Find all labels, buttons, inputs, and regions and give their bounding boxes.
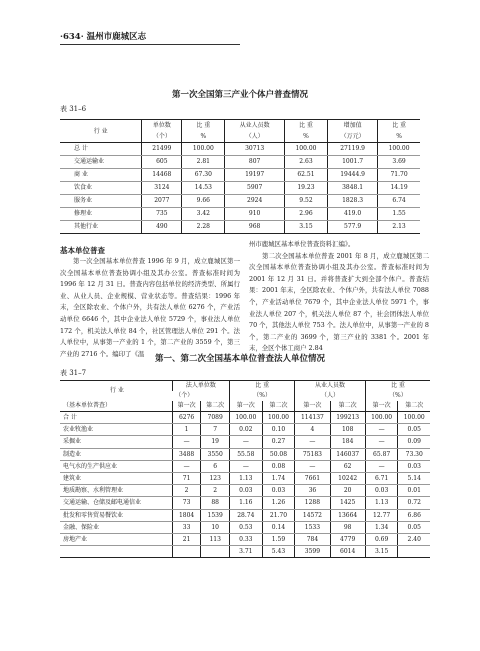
table1-cell: 14.53 (182, 182, 225, 195)
table2-cell: 2.40 (398, 534, 430, 546)
left-column (60, 256, 240, 360)
table2-cell: 1425 (330, 497, 365, 509)
table2-cell: 0.10 (262, 424, 295, 436)
table2-cell (172, 546, 201, 558)
table2 (60, 380, 430, 558)
table-row (60, 485, 430, 497)
table2-cell: 21 (172, 534, 201, 546)
table-row (60, 169, 420, 182)
table1-cell: 3.69 (378, 156, 420, 169)
table-row (60, 195, 420, 208)
table1-cell: 修理业 (60, 208, 142, 221)
table2-cell: 113 (201, 534, 230, 546)
table2-cell: 114137 (295, 412, 330, 424)
table2-cell (398, 546, 430, 558)
table2-cell: 1.59 (262, 534, 295, 546)
table2-header-unit: （个） (175, 392, 194, 399)
table1-header-text: 单位数 (152, 122, 171, 129)
table2-header-cell: 比 重 (229, 381, 294, 392)
table2-cell: 1.74 (262, 473, 295, 485)
table2-cell: 4779 (330, 534, 365, 546)
table2-cell: 1.34 (365, 521, 398, 533)
table1-cell: 3.42 (182, 208, 225, 221)
table2-cell: 1.13 (229, 473, 262, 485)
table1-header-text: 行 业 (93, 127, 108, 135)
table2-cell: — (365, 424, 398, 436)
table1-cell: 2.96 (284, 208, 327, 221)
table2-cell: 19 (201, 436, 230, 448)
table2-cell: 1804 (172, 509, 201, 521)
table2-cell: 3.15 (365, 546, 398, 558)
table-row (60, 473, 430, 485)
table1-cell: 商 业 (60, 169, 142, 182)
table1-cell: 1.55 (378, 208, 420, 221)
table1-cell: 2.28 (182, 221, 225, 234)
table2-cell: 75183 (295, 448, 330, 460)
table1-cell: 总 计 (60, 143, 142, 156)
table2-cell: 6.86 (398, 509, 430, 521)
table2-subheader-cell: 第一次 (229, 401, 262, 412)
table2-cell: 1 (172, 424, 201, 436)
table2-cell: 地质勘察、水利管理业 (60, 485, 172, 497)
table1-header-unit: % (396, 133, 402, 140)
table1-cell: 9.52 (284, 195, 327, 208)
table2-cell: 108 (330, 424, 365, 436)
table2-cell: 7 (201, 424, 230, 436)
table2-cell (60, 546, 172, 558)
table2-cell: 制造业 (60, 448, 172, 460)
table1-cell: 71.70 (378, 169, 420, 182)
table2-subheader-cell: 第一次 (295, 401, 330, 412)
header-rule (60, 44, 240, 45)
table2-cell: — (295, 436, 330, 448)
table1-cell: 2.81 (182, 156, 225, 169)
table1-header-unit: （人） (245, 133, 264, 140)
table2-header-unit: （人） (295, 391, 366, 401)
table1-header-unit: （万元） (340, 133, 365, 140)
table2-cell: 10242 (330, 473, 365, 485)
table2-cell: 28.74 (229, 509, 262, 521)
table1-cell: 1828.3 (328, 195, 378, 208)
table2-cell: 0.03 (398, 460, 430, 472)
table2-cell: 0.14 (262, 521, 295, 533)
table2-cell: 0.03 (262, 485, 295, 497)
table2-cell: 146037 (330, 448, 365, 460)
table2-cell: 0.03 (229, 485, 262, 497)
table1-header-unit: （个） (152, 133, 171, 140)
table2-cell: — (229, 460, 262, 472)
table-row (60, 412, 430, 424)
table2-cell: 12.77 (365, 509, 398, 521)
table1 (60, 119, 420, 234)
paragraph: 第一次全国基本单位普查 1996 年 9 月，成立鹿城区第一次全国基本单位普查协调小组及其办公室。普查标准时间为 1996 年 12 月 31 日。普查内容包括单位的经济类型、所属行业、从业人员、企业规模、营业状态等。普查结果：1996 年末，全区除农业、个体户外，共有法人单位 6276 个，产业活动单位 6646 个，其中企业法人单位 5729 个，事业法人单位 172 个，机关法人单位 84 个，社区管理法人单位 291 个。法人单位中，从事第一产业的 1 个，第二产业的 3559 个，第三产业的 2716 个。编印了《温 (60, 257, 240, 358)
right-column (249, 239, 429, 355)
table2-cell: 交通运输、仓储及邮电通信业 (60, 497, 172, 509)
table-row (60, 156, 420, 169)
table2-cell: — (229, 436, 262, 448)
table-row (60, 546, 430, 558)
table2-subheader-cell: 第二次 (398, 401, 430, 412)
table1-header-text: 比 重 (392, 122, 407, 129)
table1-cell: 19.23 (284, 182, 327, 195)
table1-header-unit: % (303, 133, 309, 140)
table2-subheader-cell: 第二次 (330, 401, 365, 412)
table1-cell: 2.13 (378, 221, 420, 234)
table1-header-unit: % (200, 133, 207, 140)
table1-cell: 419.0 (328, 208, 378, 221)
table-row (60, 436, 430, 448)
table2-cell: 0.69 (365, 534, 398, 546)
table2-subheader-cell: 第一次 (172, 401, 201, 412)
table1-cell: 3848.1 (328, 182, 378, 195)
table2-cell: 1.16 (229, 497, 262, 509)
table2-cell: 金融、保险业 (60, 521, 172, 533)
table2-cell: 20 (330, 485, 365, 497)
table2-cell: — (172, 436, 201, 448)
table2-cell: 73 (172, 497, 201, 509)
table1-cell: 100.00 (284, 143, 327, 156)
table2-cell: 123 (201, 473, 230, 485)
table1-label: 表 31–6 (60, 105, 87, 113)
table1-cell: 3124 (142, 182, 182, 195)
table2-subheader-cell: 第二次 (262, 401, 295, 412)
table2-cell: 建筑业 (60, 473, 172, 485)
table1-cell: 19197 (225, 169, 284, 182)
table2-cell: — (365, 436, 398, 448)
table2-cell: 50.08 (262, 448, 295, 460)
table1-cell: 735 (142, 208, 182, 221)
table2-cell: 电气水的生产供应业 (60, 460, 172, 472)
table2-cell: 3599 (295, 546, 330, 558)
table1-cell: 62.51 (284, 169, 327, 182)
table2-cell: 1539 (201, 509, 230, 521)
table1-cell: 2924 (225, 195, 284, 208)
table1-cell: 14.19 (378, 182, 420, 195)
table1-cell: 577.9 (328, 221, 378, 234)
table2-cell: 98 (330, 521, 365, 533)
table2-cell: 73.30 (398, 448, 430, 460)
table2-cell: 71 (172, 473, 201, 485)
table1-cell: 14468 (142, 169, 182, 182)
table2-cell: 14572 (295, 509, 330, 521)
table2-header-cell: 法人单位数 (172, 381, 229, 392)
table1-cell: 30713 (225, 143, 284, 156)
table-row (60, 497, 430, 509)
table2-cell: 784 (295, 534, 330, 546)
table2-cell: 13664 (330, 509, 365, 521)
table1-header-cell (142, 120, 182, 143)
table2-cell: 0.53 (229, 521, 262, 533)
table2-cell: 2 (172, 485, 201, 497)
table1-header-text: 增加值 (343, 122, 362, 129)
table1-cell: 6.74 (378, 195, 420, 208)
table2-cell: 100.00 (398, 412, 430, 424)
table2-subheader-cell: 第一次 (365, 401, 398, 412)
table1-cell: 1001.7 (328, 156, 378, 169)
section-heading: 基本单位普查 (60, 246, 105, 255)
table1-header-cell (60, 120, 142, 143)
table1-header-text: 比 重 (299, 122, 313, 129)
table1-cell: 910 (225, 208, 284, 221)
table2-cell: 3488 (172, 448, 201, 460)
table1-cell: 19444.9 (328, 169, 378, 182)
table2-cell: 1.26 (262, 497, 295, 509)
table-row (60, 182, 420, 195)
table1-cell: 27119.9 (328, 143, 378, 156)
table-row (60, 448, 430, 460)
table-row (60, 460, 430, 472)
table2-cell: 0.03 (365, 485, 398, 497)
table1-header-cell (328, 120, 378, 143)
table1-cell: 605 (142, 156, 182, 169)
table2-cell: — (295, 460, 330, 472)
table2-cell: 0.33 (229, 534, 262, 546)
table2-header-cell: 比 重 (365, 381, 430, 392)
table1-cell: 2077 (142, 195, 182, 208)
table2-cell: 4 (295, 424, 330, 436)
table1-cell: 968 (225, 221, 284, 234)
table1-cell: 490 (142, 221, 182, 234)
table2-cell: 采掘业 (60, 436, 172, 448)
table2-header-cell: 行 业 (109, 387, 124, 394)
table2-cell: 36 (295, 485, 330, 497)
table2-cell: 5.43 (262, 546, 295, 558)
table2-cell: 62 (330, 460, 365, 472)
paragraph: 第二次全国基本单位普查 2001 年 8 月，成立鹿城区第二次全国基本单位普查协调小组及其办公室。普查标准时间为 2001 年 12 月 31 日。并将普查扩大到全部个体户。普查结果：2001 年末，全区除农业、个体户外，共有法人单位 7088 个，产业活动单位 7679 个，其中企业法人单位 5971 个，事业法人单位 207 个，机关法人单位 87 个，社会团体法人单位 70 个，其他法人单位 753 个。法人单位中，从事第一产业的 8 个，第二产业的 3699 个，第三产业的 3381 个。2001 年末，全区个体工商户 2.84 (249, 251, 429, 353)
table2-cell: 65.87 (365, 448, 398, 460)
table2-cell (201, 546, 230, 558)
table1-header-text: 从业人员数 (239, 122, 270, 129)
table2-title: 第一、第二次全国基本单位普查法人单位情况 (154, 354, 325, 364)
table2-cell: 3.71 (229, 546, 262, 558)
table2-header-unit: （%） (229, 391, 294, 401)
table1-cell: 5907 (225, 182, 284, 195)
table2-header-cell: 从业人员数 (295, 381, 366, 392)
table2-cell: 1533 (295, 521, 330, 533)
table-row (60, 424, 430, 436)
table2-cell: 合 计 (60, 412, 172, 424)
table2-cell: 6 (201, 460, 230, 472)
table2-cell: 批发和零售贸易餐饮业 (60, 509, 172, 521)
table1-cell: 其他行业 (74, 223, 99, 230)
table-row (60, 221, 420, 234)
table1-title: 第一次全国第三产业个体户普查情况 (171, 90, 308, 100)
table2-cell: 199213 (330, 412, 365, 424)
table2-cell: 7661 (295, 473, 330, 485)
table1-cell: 21499 (142, 143, 182, 156)
table1-cell: 3.15 (284, 221, 327, 234)
table2-cell: 1288 (295, 497, 330, 509)
table2-cell: 农业牧渔业 (60, 424, 172, 436)
table1-cell: 9.66 (182, 195, 225, 208)
table2-cell: 6.71 (365, 473, 398, 485)
page-header: ·634· 温州市鹿城区志 (60, 32, 147, 42)
table2-cell: 10 (201, 521, 230, 533)
table2-cell: 21.70 (262, 509, 295, 521)
table1-cell: 饮食业 (60, 182, 142, 195)
table2-cell: 7089 (201, 412, 230, 424)
table1-header-cell (182, 120, 225, 143)
table-row (60, 208, 420, 221)
table2-cell: 房地产业 (60, 534, 172, 546)
table1-cell: 2.63 (284, 156, 327, 169)
table1-cell: 807 (225, 156, 284, 169)
table2-cell: — (172, 460, 201, 472)
table2-cell: 100.00 (365, 412, 398, 424)
table2-cell: 55.58 (229, 448, 262, 460)
table1-header-cell (284, 120, 327, 143)
table-row (60, 509, 430, 521)
table1-cell: 100.00 (182, 143, 225, 156)
table2-cell: 33 (172, 521, 201, 533)
table-row (60, 521, 430, 533)
table2-subheader-cell: （基本单位普查） (60, 401, 172, 412)
table2-cell: 2 (201, 485, 230, 497)
table2-cell: 0.09 (398, 436, 430, 448)
table1-header-cell (225, 120, 284, 143)
table2-label: 表 31–7 (60, 369, 87, 377)
table-row (60, 534, 430, 546)
table-row (60, 143, 420, 156)
table1-cell: 交通运输业 (60, 156, 142, 169)
table2-cell: 88 (201, 497, 230, 509)
paragraph: 州市鹿城区基本单位普查资料汇编》。 (249, 240, 355, 248)
table2-cell: 6276 (172, 412, 201, 424)
table2-cell: 0.02 (229, 424, 262, 436)
table2-cell: 100.00 (262, 412, 295, 424)
table2-cell: — (365, 460, 398, 472)
table1-header-text: 比 重 (196, 122, 211, 129)
table2-cell: 184 (330, 436, 365, 448)
table2-cell: 6014 (330, 546, 365, 558)
table2-cell: 5.14 (398, 473, 430, 485)
table1-cell: 67.30 (182, 169, 225, 182)
table2-subheader-cell: 第二次 (201, 401, 230, 412)
table2-cell: 0.72 (398, 497, 430, 509)
table2-header-unit: （%） (365, 391, 430, 401)
table2-cell: 0.01 (398, 485, 430, 497)
table2-cell: 1.13 (365, 497, 398, 509)
table2-cell: 0.05 (398, 521, 430, 533)
table1-header-cell (378, 120, 420, 143)
table1-cell: 100.00 (378, 143, 420, 156)
table2-cell: 0.05 (398, 424, 430, 436)
table2-cell: 3550 (201, 448, 230, 460)
table2-cell: 0.27 (262, 436, 295, 448)
table1-cell: 服务业 (60, 195, 142, 208)
table2-cell: 0.08 (262, 460, 295, 472)
table2-cell: 100.00 (229, 412, 262, 424)
